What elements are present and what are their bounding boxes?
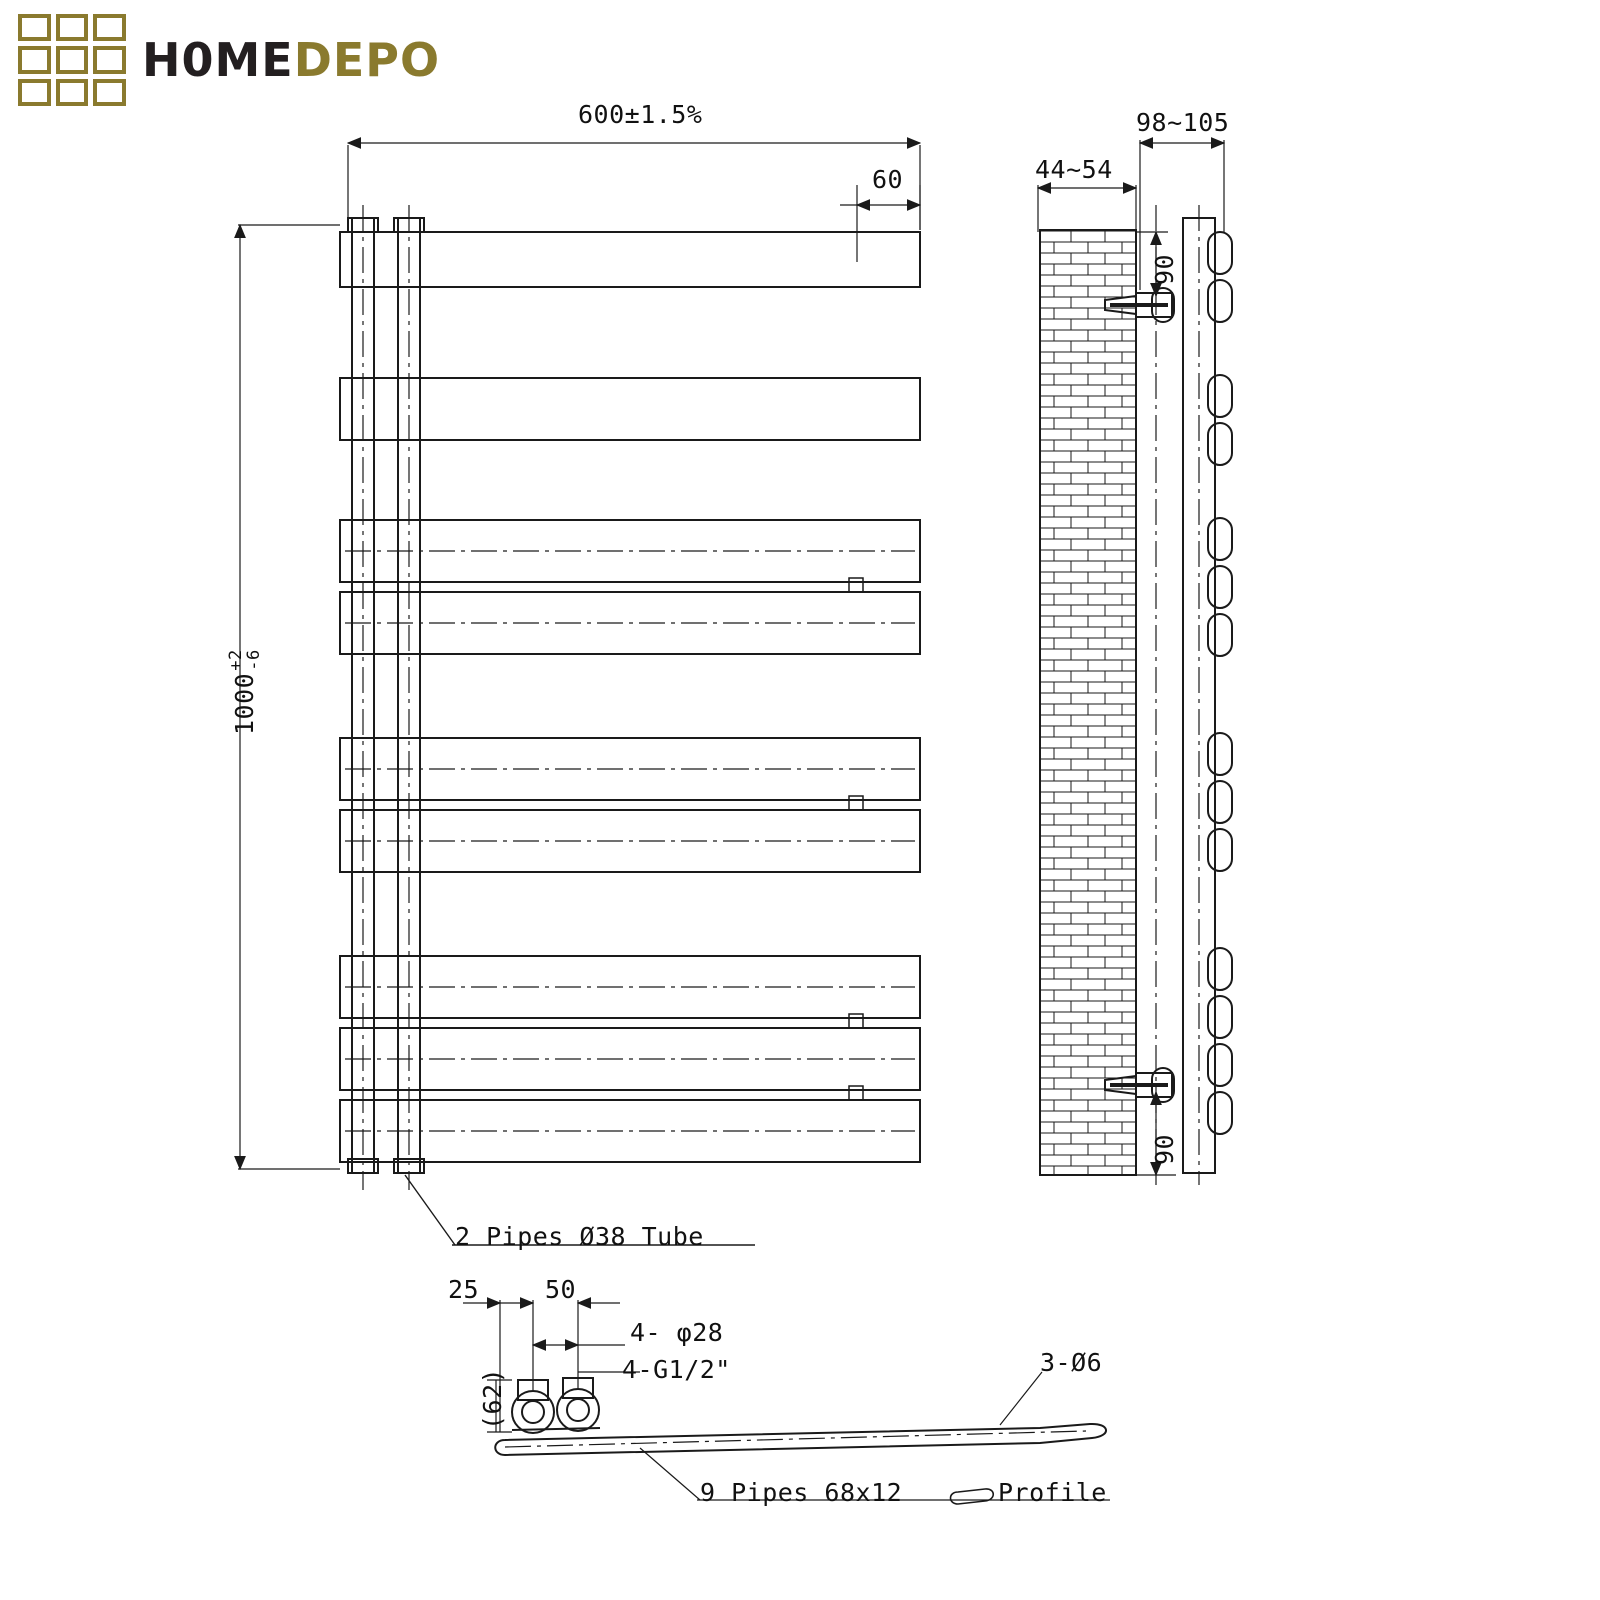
- dim-bracket-bottom-label: 90: [1150, 1133, 1179, 1165]
- dim-plan-50-label: 50: [545, 1275, 577, 1304]
- dim-rail-60: [840, 185, 920, 262]
- dim-height-label: 1000 +2 -6: [226, 649, 264, 735]
- center-lines-side: [1156, 205, 1199, 1185]
- front-view: [340, 218, 920, 1173]
- dim-height-tol-minus: -6: [243, 649, 264, 671]
- dim-wall-thickness-label: 44~54: [1035, 155, 1113, 184]
- dim-plan: [463, 1300, 1110, 1504]
- dim-front-width-label: 600±1.5%: [578, 100, 703, 129]
- note-screws: 3-Ø6: [1040, 1348, 1103, 1377]
- dim-height-tol-plus: +2: [226, 649, 246, 671]
- note-pipes: 2 Pipes Ø38 Tube: [455, 1222, 704, 1251]
- note-profile-b: Profile: [998, 1478, 1107, 1507]
- dim-plan-62-label: (62): [478, 1367, 507, 1430]
- wall-section: [1040, 230, 1136, 1175]
- note-profile-a: 9 Pipes 68x12: [700, 1478, 903, 1507]
- note-thread: 4-G1/2": [622, 1355, 731, 1384]
- brand-name-part1: H0ME: [142, 33, 294, 87]
- dim-rail-width-label: 60: [872, 165, 904, 194]
- center-lines-front: [345, 205, 915, 1190]
- brand-name-part2: DEPO: [293, 33, 441, 87]
- dim-plan-25-label: 25: [448, 1275, 480, 1304]
- note-holes: 4- φ28: [630, 1318, 724, 1347]
- dim-side-depth-label: 98~105: [1136, 108, 1230, 137]
- dim-bracket-top-label: 90: [1150, 253, 1179, 285]
- dim-front-width: [348, 143, 920, 230]
- bottom-plan-view: [495, 1378, 1106, 1455]
